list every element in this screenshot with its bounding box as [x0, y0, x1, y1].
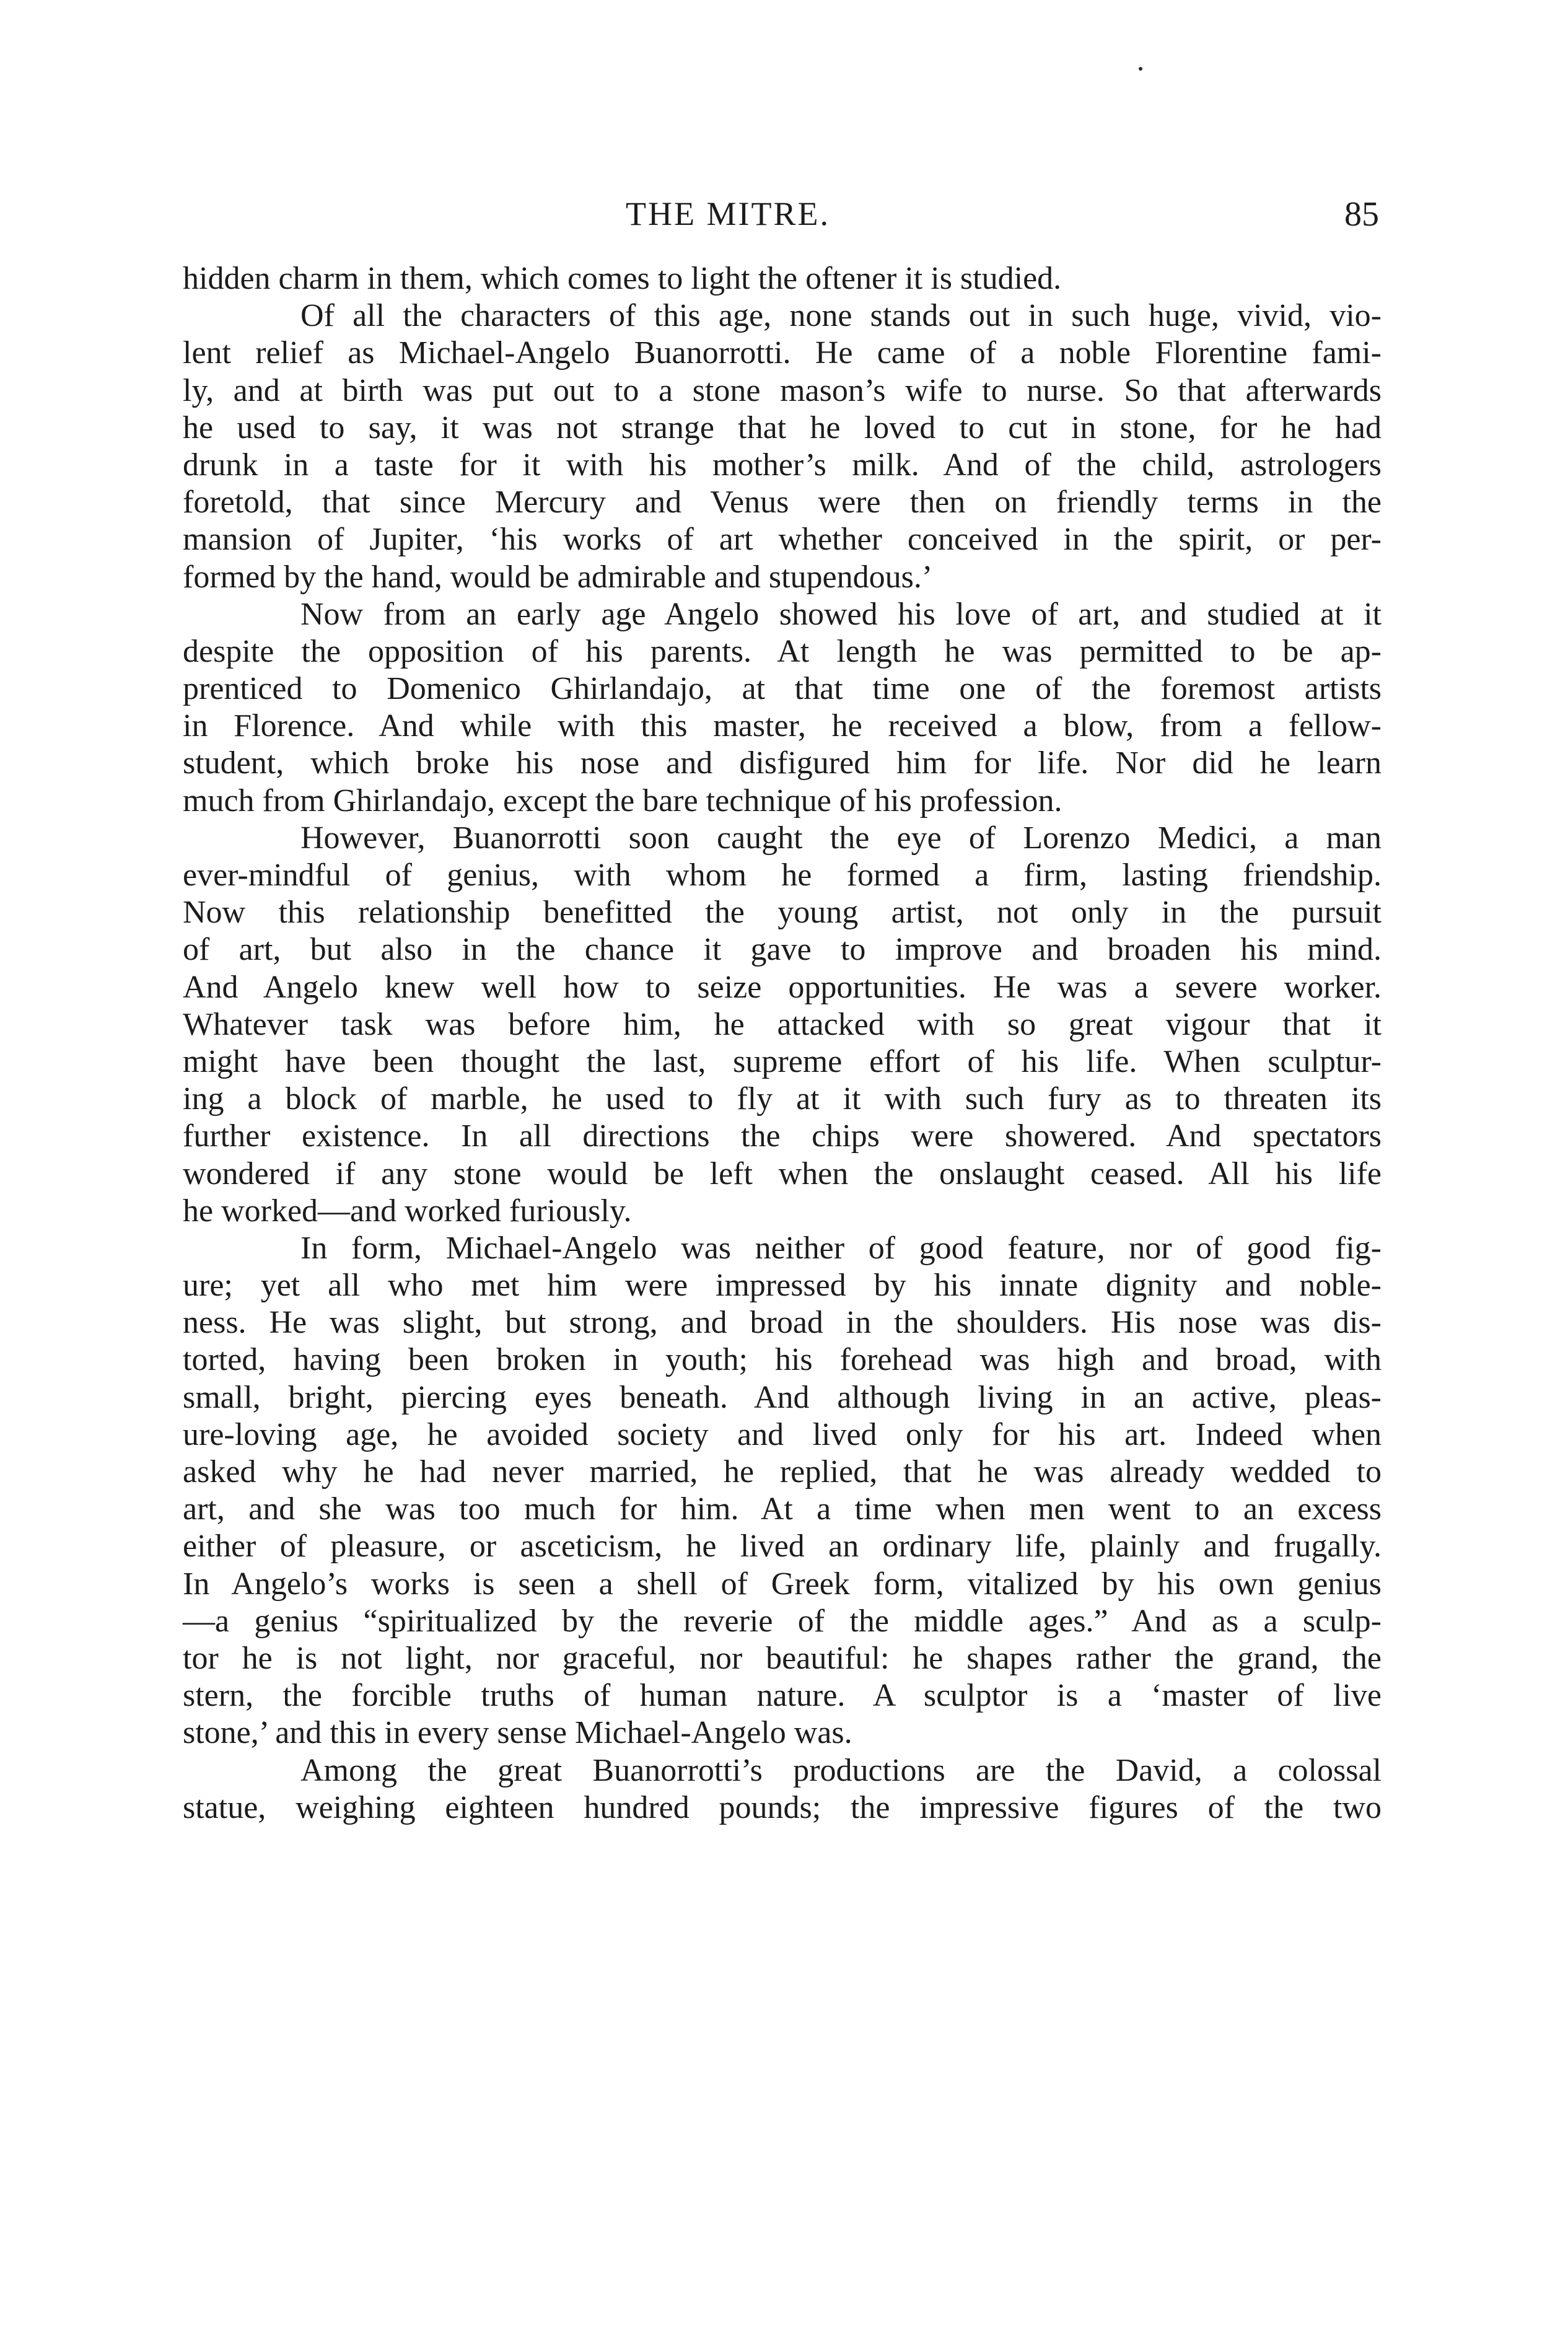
- text-line: In form, Michael-Angelo was neither of good feature, nor of good fig-: [300, 1230, 1382, 1266]
- text-line: —a genius “spiritualized by the reverie of the middle ages.” And as a sculp-: [183, 1603, 1382, 1639]
- text-line: asked why he had never married, he replied, that he was already wedded to: [183, 1454, 1382, 1490]
- text-line: of art, but also in the chance it gave to improve and broaden his mind.: [183, 932, 1382, 968]
- text-line: despite the opposition of his parents. At length he was permitted to be ap-: [183, 633, 1382, 669]
- text-line: ever-mindful of genius, with whom he formed a firm, lasting friendship.: [183, 858, 1382, 893]
- text-line: small, bright, piercing eyes beneath. And although living in an active, pleas-: [183, 1379, 1382, 1415]
- text-line: prenticed to Domenico Ghirlandajo, at that time one of the foremost artists: [183, 671, 1382, 707]
- text-line: might have been thought the last, supreme effort of his life. When sculptur-: [183, 1043, 1382, 1079]
- text-line: further existence. In all directions the chips were showered. And spectators: [183, 1118, 1382, 1154]
- page-number: 85: [1344, 195, 1379, 234]
- text-line: ness. He was slight, but strong, and broad in the shoulders. His nose was dis-: [183, 1305, 1382, 1341]
- body-text: [183, 260, 1382, 1827]
- text-line: Among the great Buanorrotti’s productions are the David, a colossal: [300, 1752, 1382, 1788]
- text-line: mansion of Jupiter, ‘his works of art whether conceived in the spirit, or per-: [183, 522, 1382, 558]
- text-line: in Florence. And while with this master, he received a blow, from a fellow-: [183, 708, 1382, 744]
- text-line: statue, weighing eighteen hundred pounds; the impressive figures of the two: [183, 1789, 1382, 1825]
- text-line: However, Buanorrotti soon caught the eye of Lorenzo Medici, a man: [300, 820, 1382, 856]
- text-line: Whatever task was before him, he attacked with so great vigour that it: [183, 1006, 1382, 1042]
- ink-speck: [1139, 67, 1142, 71]
- text-line: art, and she was too much for him. At a time when men went to an excess: [183, 1491, 1382, 1527]
- text-line: much from Ghirlandajo, except the bare technique of his profession.: [183, 783, 1062, 818]
- text-line: Now from an early age Angelo showed his love of art, and studied at it: [300, 596, 1382, 632]
- text-line: wondered if any stone would be left when the onslaught ceased. All his life: [183, 1156, 1382, 1191]
- text-line: he worked—and worked furiously.: [183, 1193, 632, 1229]
- text-line: formed by the hand, would be admirable and stupendous.’: [183, 559, 933, 595]
- text-line: ure-loving age, he avoided society and lived only for his art. Indeed when: [183, 1416, 1382, 1452]
- text-line: lent relief as Michael-Angelo Buanorrotti. He came of a noble Florentine fami-: [183, 335, 1382, 371]
- text-line: ing a block of marble, he used to fly at it with such fury as to threaten its: [183, 1081, 1382, 1117]
- text-line: And Angelo knew well how to seize opportunities. He was a severe worker.: [183, 969, 1382, 1005]
- text-line: he used to say, it was not strange that he loved to cut in stone, for he had: [183, 410, 1382, 445]
- text-line: ure; yet all who met him were impressed by his innate dignity and noble-: [183, 1268, 1382, 1304]
- text-line: In Angelo’s works is seen a shell of Greek form, vitalized by his own genius: [183, 1566, 1382, 1602]
- text-line: hidden charm in them, which comes to light the oftener it is studied.: [183, 261, 1062, 296]
- text-line: stern, the forcible truths of human nature. A sculptor is a ‘master of live: [183, 1678, 1382, 1714]
- text-line: torted, having been broken in youth; his forehead was high and broad, with: [183, 1342, 1382, 1378]
- text-line: tor he is not light, nor graceful, nor beautiful: he shapes rather the grand, the: [183, 1640, 1382, 1676]
- running-head: THE MITRE.: [626, 195, 830, 232]
- text-line: drunk in a taste for it with his mother’s milk. And of the child, astrologers: [183, 447, 1382, 483]
- text-line: stone,’ and this in every sense Michael-Angelo was.: [183, 1715, 852, 1751]
- text-line: ly, and at birth was put out to a stone mason’s wife to nurse. So that afterwards: [183, 372, 1382, 408]
- text-line: Of all the characters of this age, none stands out in such huge, vivid, vio-: [300, 298, 1382, 334]
- text-line: Now this relationship benefitted the young artist, not only in the pursuit: [183, 895, 1382, 931]
- text-line: either of pleasure, or asceticism, he lived an ordinary life, plainly and frugally.: [183, 1529, 1382, 1564]
- text-line: student, which broke his nose and disfigured him for life. Nor did he learn: [183, 745, 1382, 781]
- text-line: foretold, that since Mercury and Venus were then on friendly terms in the: [183, 485, 1382, 520]
